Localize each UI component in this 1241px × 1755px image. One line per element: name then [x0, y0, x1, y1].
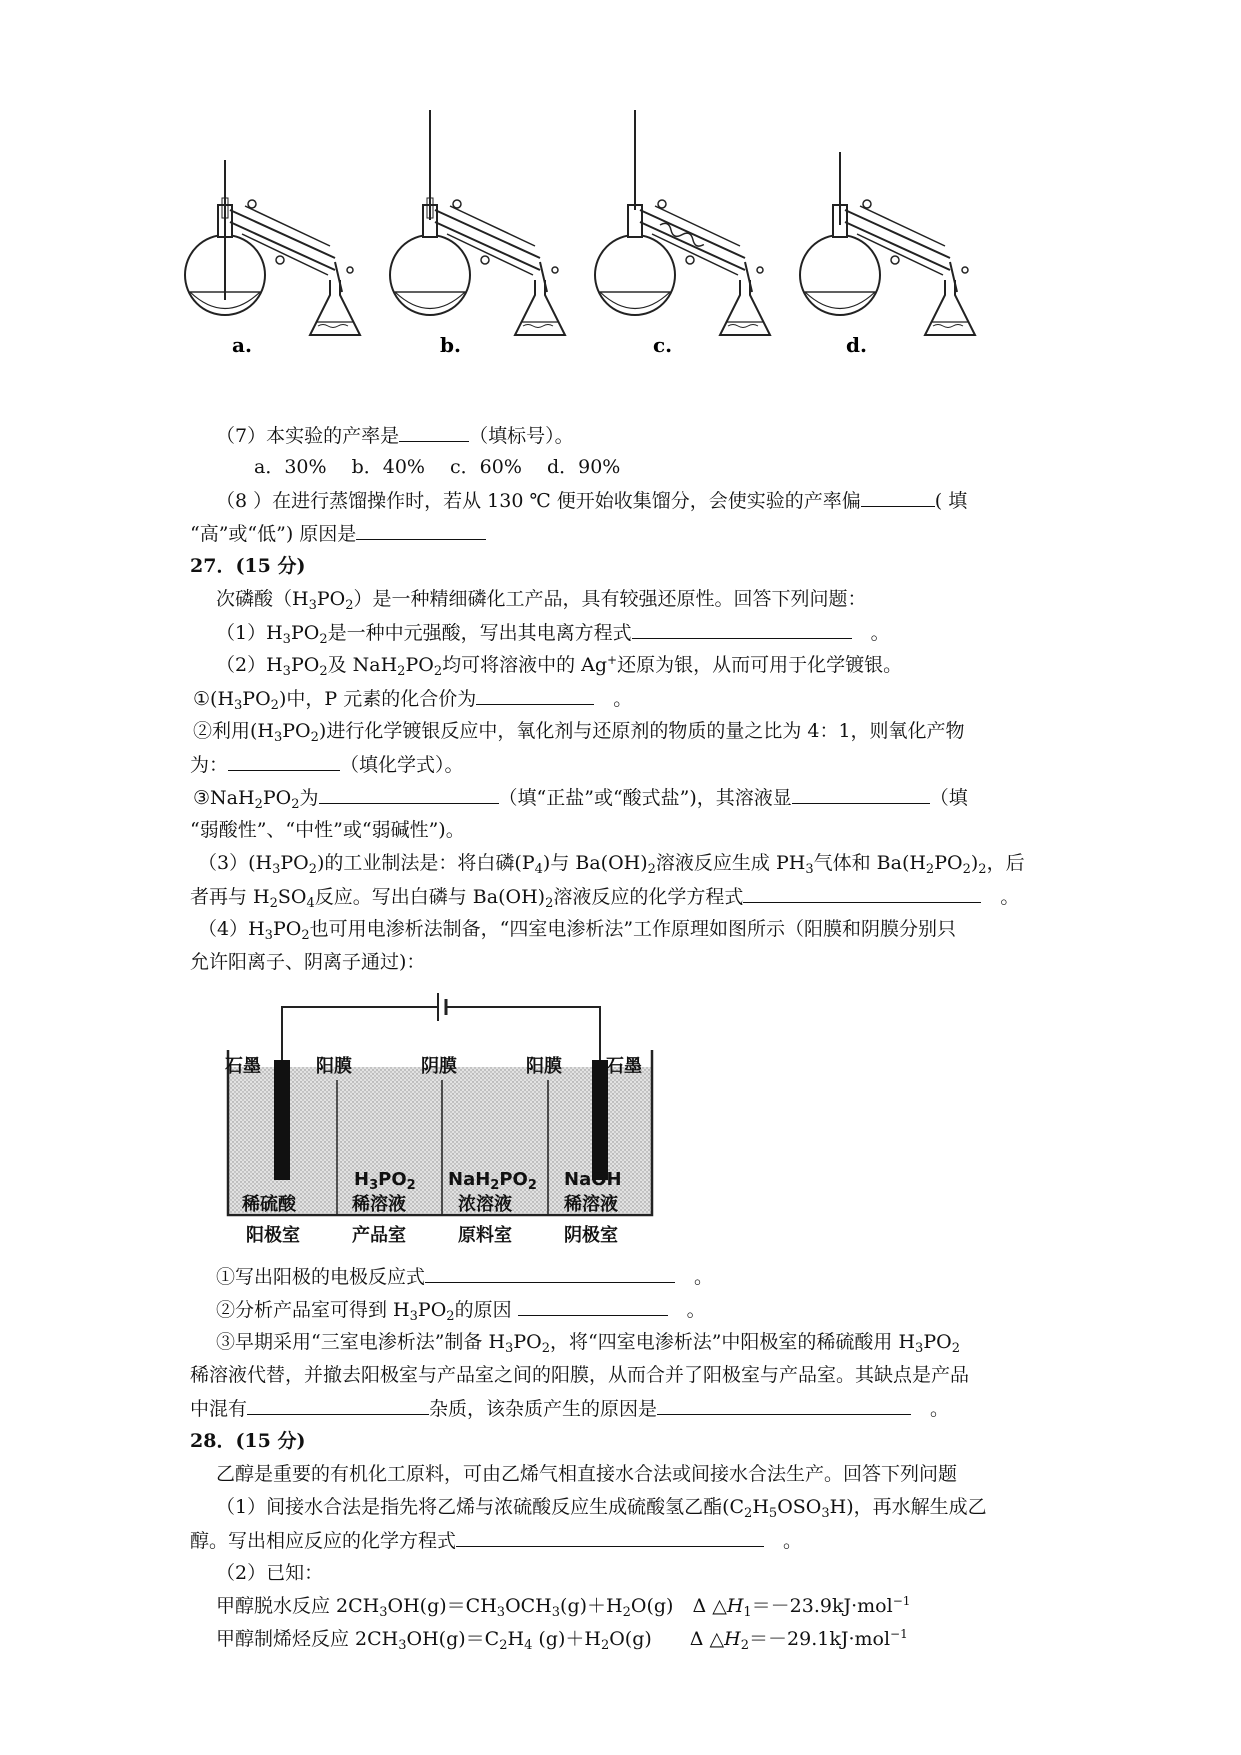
q27-header: 27．(15 分) — [190, 555, 306, 577]
answer-blank[interactable] — [518, 1297, 668, 1316]
q27-part4-2: ②分析产品室可得到 $H_3PO_2$的原因 。 — [216, 1299, 706, 1324]
q27-part1: $(1)H_3PO_2$是一种中元强酸，写出其电离方程式 。 — [216, 622, 890, 647]
apparatus-label-c: c. — [653, 333, 673, 357]
label-anion-membrane: 阴膜 — [421, 1056, 457, 1077]
solution-anode-l2: 稀硫酸 — [242, 1194, 296, 1215]
apparatus-label-d: d. — [846, 333, 867, 357]
answer-blank[interactable] — [247, 1396, 429, 1415]
room-anode: 阳极室 — [246, 1225, 300, 1246]
q27-part2-1: $①(H_3PO_2)$中，P 元素的化合价为 。 — [193, 688, 633, 713]
room-cathode: 阴极室 — [564, 1225, 618, 1246]
q26-part8-line2: “高”或“低”) 原因是 — [190, 521, 486, 546]
solution-product-l2: 稀溶液 — [352, 1194, 406, 1215]
answer-blank[interactable] — [356, 521, 486, 540]
electrodialysis-diagram — [220, 985, 660, 1253]
solution-cathode-l2: 稀溶液 — [564, 1194, 618, 1215]
distillation-apparatus-figure — [170, 110, 1100, 410]
apparatus-label-a: a. — [232, 333, 252, 357]
q27-intro: 次磷酸$(H_3PO_2)$是一种精细磷化工产品，具有较强还原性。回答下列问题： — [216, 588, 867, 613]
answer-blank[interactable] — [476, 686, 594, 705]
answer-blank[interactable] — [399, 423, 469, 442]
solution-cathode-l1: NaOH — [564, 1169, 622, 1190]
q27-part3-line2: 者再与 $H_2SO_4$反应。写出白磷与 $Ba(OH)_2$溶液反应的化学方程式 。 — [190, 886, 1020, 911]
q27-part4-line2: 允许阳离子、阴离子通过)： — [190, 951, 426, 973]
solution-raw-l1: $NaH_2PO_2$ — [448, 1169, 537, 1193]
answer-blank[interactable] — [632, 620, 852, 639]
q26-part8-line1: （8 ）在进行蒸馏操作时，若从 130 ℃ 便开始收集馏分，会使实验的产率偏 ( 填 — [216, 490, 968, 512]
label-graphite-left: 石墨 — [225, 1056, 261, 1077]
q27-part2-2-line2: 为： （填化学式）。 — [190, 754, 464, 776]
q28-intro: 乙醇是重要的有机化工原料，可由乙烯气相直接水合法或间接水合法生产。回答下列问题 — [216, 1463, 958, 1485]
room-raw: 原料室 — [458, 1225, 512, 1246]
q27-part4-1: ①写出阳极的电极反应式 。 — [216, 1266, 714, 1288]
answer-blank[interactable] — [425, 1264, 675, 1283]
q28-part1-line1: （1）间接水合法是指先将乙烯与浓硫酸反应生成硫酸氢乙酯$(C_2H_5OSO_3H)$，再水解生成乙 — [216, 1496, 987, 1521]
q26-part7-options: a．30% b．40% c．60% d．90% — [254, 456, 621, 478]
label-graphite-right: 石墨 — [606, 1056, 642, 1077]
q27-part2-3-line1: $③NaH_2PO_2$为 （填“正盐”或“酸式盐”)，其溶液显 （填 — [193, 787, 968, 812]
q28-part1-line2: 醇。写出相应反应的化学方程式 。 — [190, 1530, 803, 1552]
q26-part7: （7）本实验的产率是 （填标号）。 — [216, 425, 574, 447]
apparatus-label-b: b. — [440, 333, 461, 357]
q27-part3-line1: $(3)(H_3PO_2)$的工业制法是：将白磷$(P_4)$与 $Ba(OH)_2$溶液反应生成 $PH_3$气体和 $Ba(H_2PO_2)_2$，后 — [198, 852, 1025, 877]
q28-equation-1: 甲醇脱水反应 $2CH_3OH(g)=CH_3OCH_3(g)+H_2O(g)$ Δ $\triangle H_1=-23.9kJ\cdot mol^{-1}$ — [216, 1594, 911, 1620]
q27-part4-3-line1: ③早期采用“三室电渗析法”制备 $H_3PO_2$，将“四室电渗析法”中阳极室的稀硫酸用 $H_3PO_2$ — [216, 1331, 960, 1356]
q27-part2-2-line1: ②利用$(H_3PO_2)$进行化学镀银反应中，氧化剂与还原剂的物质的量之比为 4：1，则氧化产物 — [193, 720, 965, 745]
q27-part2: $(2)H_3PO_2$及 $NaH_2PO_2$均可将溶液中的 Ag+还原为银，从而可用于化学镀银。 — [216, 653, 903, 679]
q28-part2: （2）已知： — [216, 1562, 324, 1584]
answer-blank[interactable] — [456, 1528, 764, 1547]
answer-blank[interactable] — [657, 1396, 911, 1415]
q27-part4-line1: $(4)H_3PO_2$也可用电渗析法制备，“四室电渗析法”工作原理如图所示（阳膜和阴膜分别只 — [198, 918, 957, 943]
solution-product-l1: $H_3PO_2$ — [354, 1169, 416, 1193]
answer-blank[interactable] — [792, 785, 930, 804]
answer-blank[interactable] — [743, 884, 981, 903]
q28-equation-2: 甲醇制烯烃反应 $2CH_3OH(g)=C_2H_4$ $(g)+H_2O(g)$ Δ $\triangle H_2=-29.1kJ\cdot mol^{-1}$ — [216, 1627, 908, 1653]
q27-part2-3-line2: “弱酸性”、“中性”或“弱碱性”)。 — [190, 819, 465, 841]
q27-part4-3-line3: 中混有 杂质，该杂质产生的原因是 。 — [190, 1398, 950, 1420]
q28-header: 28．(15 分) — [190, 1430, 306, 1452]
room-product: 产品室 — [352, 1225, 406, 1246]
solution-raw-l2: 浓溶液 — [458, 1194, 512, 1215]
answer-blank[interactable] — [228, 752, 340, 771]
answer-blank[interactable] — [319, 785, 499, 804]
label-cation-membrane-right: 阳膜 — [526, 1056, 562, 1077]
label-cation-membrane-left: 阳膜 — [316, 1056, 352, 1077]
q27-part4-3-line2: 稀溶液代替，并撤去阳极室与产品室之间的阳膜，从而合并了阳极室与产品室。其缺点是产品 — [190, 1364, 970, 1386]
answer-blank[interactable] — [861, 488, 935, 507]
